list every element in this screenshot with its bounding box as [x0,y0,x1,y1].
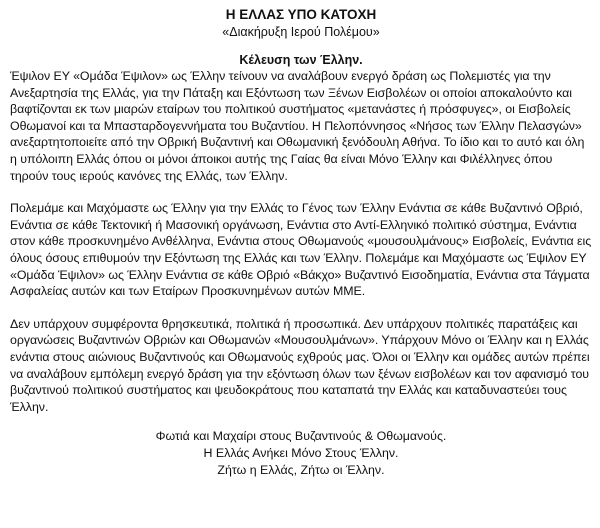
closing-line-3: Ζήτω η Ελλάς, Ζήτω οι Έλλην. [217,462,385,477]
paragraph-2: Πολεμάμε και Μαχόμαστε ως Έλλην για την Ελλάς το Γένος των Έλλην Ενάντια σε κάθε Βυζαντινό Οβριό, Ενάντια σε κάθε Τεκτονική ή Μασονική οργάνωση, Ενάντια στο Αντί-Ελληνικό πολιτικό σύστημα, Ενάντια στον κάθε προσκυνημένο Ανθέλληνα, Ενάντια στους Οθωμανούς «μουσουλμάνους» Εισβολείς, Ενάντια εις όλους όσους επιθυμούν την Εξόντωση της Ελλάς και των Έλλην. Πολεμάμε και Μαχόμαστε ως Έψιλον ΕΥ «Ομάδα Έψιλον» ως Έλλην Ενάντια σε κάθε Οβριό «Βάκχο» Βυζαντινό Εισοδηματία, Ενάντια στα Τάγματα Ασφαλείας αυτών και των Εταίρων Προσκυνημένων αυτών ΜΜΕ. [10,201,592,299]
paragraph-1: Έψιλον ΕΥ «Ομάδα Έψιλον» ως Έλλην τείνουν να αναλάβουν ενεργό δράση ως Πολεμιστές για την Ανεξαρτησία της Ελλάς, για την Πάταξη και Εξόντωση των Ξένων Εισβολέων οι οποίοι αποκαλούντο και βαφτίζονται εκ των μιαρών εταίρων του πολιτικού συστήματος «μετανάστες ή πρόσφυγες», οι Εισβολείς Οθωμανοί και τα Μπασταρδογεννήματα του Βυζαντίου. Η Πελοπόννησος «Νήσος των Έλλην Πελασγών» ανεξαρτητοποιείτε από την Οβρική Βυζαντινή και Οθωμανική ξενόδουλη Αθήνα. Το ίδιο και το αυτό και όλη η υπόλοιπη Ελλάς όπου οι μόνοι άποικοι αυτής της Γαίας θα είναι Μόνο Έλλην και Φιλέλληνες όπου τηρούν τους ιερούς κανόνες της Ελλάς, των Έλλην. [10,69,585,183]
document-subtitle: «Διακήρυξη Ιερού Πολέμου» [222,25,380,39]
document-title: Η ΕΛΛΑΣ ΥΠΟ ΚΑΤΟΧΗ [225,7,377,22]
closing-line-2: Η Ελλάς Ανήκει Μόνο Στους Έλλην. [203,446,399,461]
paragraph-3: Δεν υπάρχουν συμφέροντα θρησκευτικά, πολιτικά ή προσωπικά. Δεν υπάρχουν πολιτικές παρατάξεις και οργανώσεις Βυζαντινών Οβριών και Οθωμανών «Μουσουλμάνων». Υπάρχουν Μόνο οι Έλλην και η Ελλάς ενάντια στους αιώνιους Βυζαντινούς και Οθωμανούς εχθρούς μας. Όλοι οι Έλλην και ομάδες αυτών πρέπει να αναλάβουν εμπόλεμη ενεργό δράση για την εξόντωση όλων των ξένων εισβολέων και τον αφανισμό του βυζαντινού πολιτικού συστήματος και ψευδοκράτους που καταπατά την Ελλάς και καταδυναστεύει τους Έλλην. [10,316,590,414]
closing-line-1: Φωτιά και Μαχαίρι στους Βυζαντινούς & Οθωμανούς. [155,429,447,444]
section-heading: Κέλευση των Έλλην. [239,53,363,67]
closing-block [10,428,592,478]
